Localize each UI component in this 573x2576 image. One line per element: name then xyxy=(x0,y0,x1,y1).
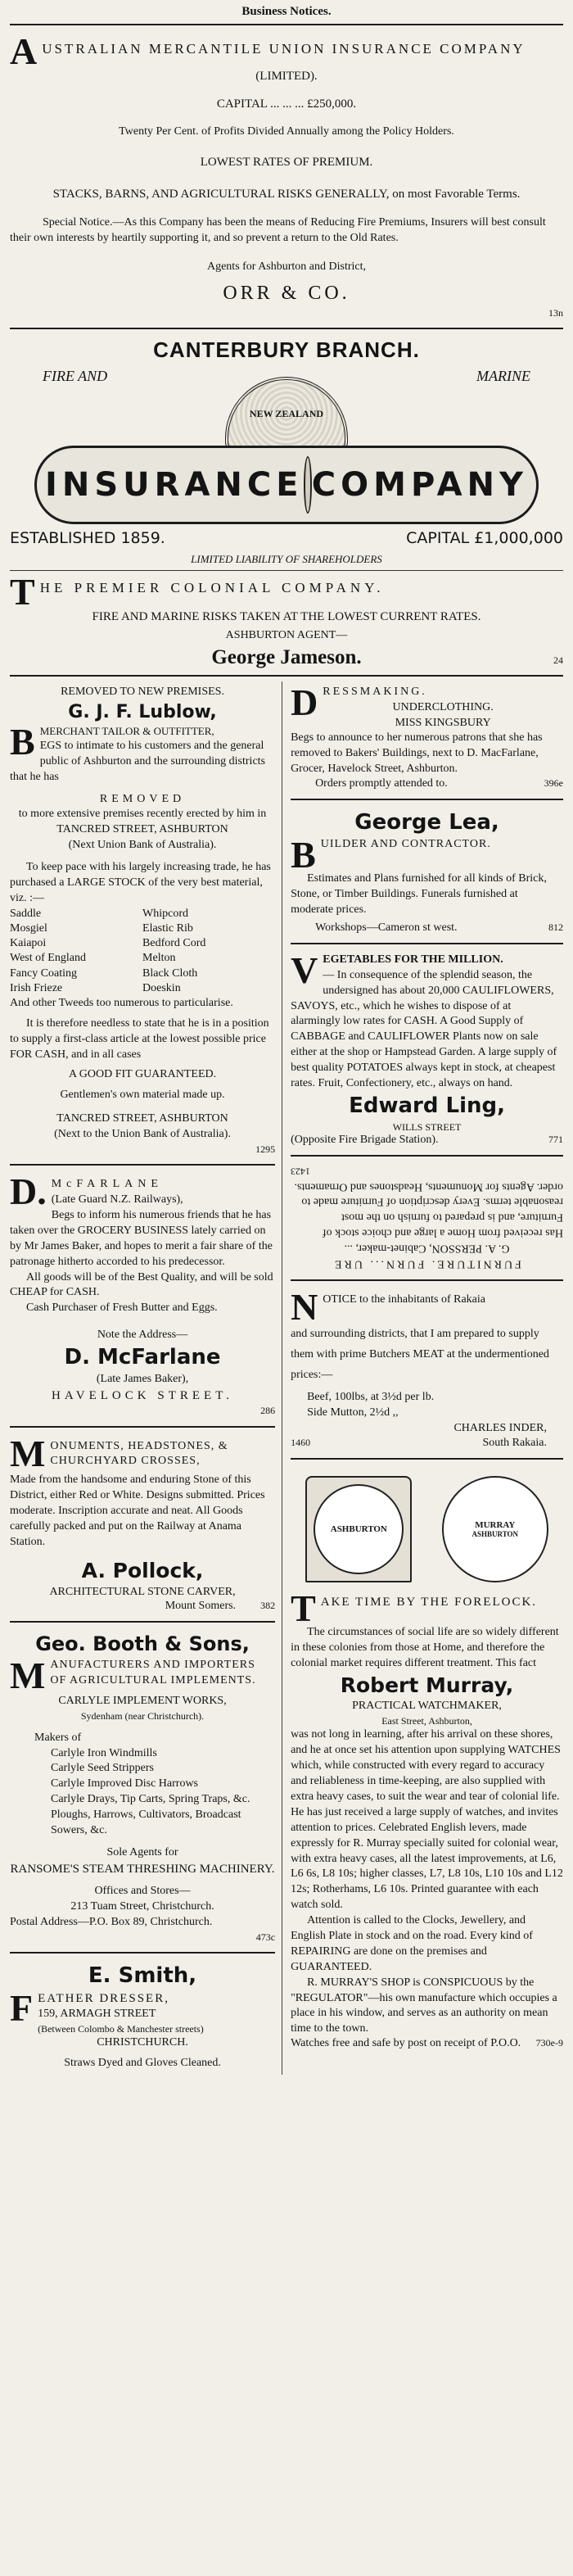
ling-opposite: (Opposite Fire Brigade Station). xyxy=(291,1134,439,1147)
ling-ref: 771 xyxy=(548,1134,563,1146)
inder-body: and surrounding districts, that I am prepared to supply them with prime Butchers MEAT at the undermentioned prices:— xyxy=(291,1327,549,1382)
pollock-body: Made from the handsome and enduring Stone of this District, either Red or White. Designs submitted. Prices moderate. Inscription accurate and neat. All Goods carefully packed and put on the Railway at Anama Station. xyxy=(10,1474,265,1548)
persson-ref: 1423 xyxy=(291,1166,311,1178)
clock-face-label: ASHBURTON xyxy=(330,1523,387,1534)
divider xyxy=(291,799,563,800)
murray-body4: R. MURRAY'S SHOP is CONSPICUOUS by the "REGULATOR"—his own manufacture which occupies a place in his window, and serves as an authority on mean time to the town. xyxy=(291,1976,557,2035)
fire-label: FIRE AND xyxy=(43,368,108,385)
nz-risks: FIRE AND MARINE RISKS TAKEN AT THE LOWEST CURRENT RATES. xyxy=(92,609,481,623)
lublow-removed2: REMOVED xyxy=(99,792,186,805)
lublow-advert xyxy=(10,681,275,1159)
divider xyxy=(10,24,563,25)
inder-title: OTICE to the inhabitants of Rakaia xyxy=(323,1293,485,1306)
inder-ref: 1460 xyxy=(291,1436,311,1448)
stock-item: Black Cloth xyxy=(142,967,198,980)
pollock-trade: ARCHITECTURAL STONE CARVER, xyxy=(49,1585,236,1598)
kingsbury-ref: 396e xyxy=(544,777,563,790)
booth-dropcap: M xyxy=(10,1654,46,1696)
divider xyxy=(10,1952,275,1954)
kingsbury-sub: UNDERCLOTHING. xyxy=(392,700,494,713)
pollock-title: ONUMENTS, HEADSTONES, & CHURCHYARD CROSSES, xyxy=(50,1439,228,1468)
smith-name: E. Smith, xyxy=(88,1963,197,1988)
stock-list xyxy=(10,907,275,996)
smith-city: CHRISTCHURCH. xyxy=(97,2036,188,2049)
inder-advert xyxy=(291,1286,563,1453)
marine-label: MARINE xyxy=(476,368,530,385)
divider xyxy=(10,328,563,329)
booth-item: Carlyle Seed Strippers xyxy=(51,1762,154,1775)
lublow-other: And other Tweeds too numerous to particularise. xyxy=(10,996,233,1009)
booth-item: Carlyle Iron Windmills xyxy=(51,1746,157,1759)
stock-item: Elastic Rib xyxy=(142,921,193,935)
mcfarlane-street: HAVELOCK STREET. xyxy=(52,1389,233,1403)
lublow-name: G. J. F. Lublow, xyxy=(68,701,217,722)
mcfarlane-goods: All goods will be of the Best Quality, and will be sold CHEAP for CASH. xyxy=(10,1270,273,1299)
inder-place: South Rakaia. xyxy=(482,1436,547,1449)
murray-street: East Street, Ashburton, xyxy=(381,1715,472,1727)
lublow-keep: To keep pace with his largely increasing trade, he has purchased a LARGE STOCK of the very best material, viz. :— xyxy=(10,861,271,904)
stock-item: Kaiapoi xyxy=(10,937,47,950)
lublow-removed: REMOVED TO NEW PREMISES. xyxy=(61,685,224,698)
murray-dropcap: T xyxy=(291,1587,316,1629)
lublow-trade: MERCHANT TAILOR & OUTFITTER, xyxy=(39,725,214,738)
ling-dropcap: V xyxy=(291,948,318,991)
lublow-street: TANCRED STREET, ASHBURTON xyxy=(56,823,228,836)
amui-rates: LOWEST RATES OF PREMIUM. xyxy=(200,156,373,170)
mcfarlane-dropcap: D. xyxy=(10,1170,47,1213)
ling-advert xyxy=(291,949,563,1150)
emblem-icon xyxy=(304,456,312,514)
stock-item: Irish Frieze xyxy=(10,981,63,994)
ling-body: — In consequence of the splendid season, the undersigned has about 20,000 CAULIFLOWERS, SAVOYS, etc., which he wishes to dispose of at alarmingly low rates for CASH. A Good Supply of CABBAGE and CAULIFLOWER Plants now on sale either at the shop or Hampstead Garden. A large supply of best quality POTATOES always kept in stock, at cheapest rates. Fruit, Confectionery, etc., always on hand. xyxy=(291,968,557,1089)
seal-text: NEW ZEALAND xyxy=(249,407,324,419)
kingsbury-orders: Orders promptly attended to. xyxy=(315,777,448,790)
booth-item: Carlyle Improved Disc Harrows xyxy=(51,1777,199,1791)
mcfarlane-ref: 286 xyxy=(260,1405,276,1417)
stock-item: Mosgiel xyxy=(10,921,47,935)
stock-item: Whipcord xyxy=(142,907,189,920)
stock-item: Fancy Coating xyxy=(10,967,78,980)
smith-dropcap: F xyxy=(10,1987,34,2030)
persson-advert-inverted xyxy=(291,1161,563,1274)
murray-trade: PRACTICAL WATCHMAKER, xyxy=(352,1700,502,1713)
mcfarlane-cash: Cash Purchaser of Fresh Butter and Eggs. xyxy=(26,1302,218,1315)
amui-capital: CAPITAL ... ... ... £250,000. xyxy=(216,97,357,111)
murray-body3: Attention is called to the Clocks, Jewellery, and English Plate in stock and on the road. Every kind of REPAIRING are done on the premises and GUARANTEED. xyxy=(291,1914,533,1973)
lea-ref: 812 xyxy=(548,921,563,933)
pollock-dropcap: M xyxy=(10,1432,46,1474)
lublow-needless: It is therefore needless to state that he is in a position to supply a first-class article at the lowest possible price FOR CASH, and in all cases xyxy=(10,1016,269,1061)
amui-stacks: STACKS, BARNS, AND AGRICULTURAL RISKS GENERALLY, on most Favorable Terms. xyxy=(52,187,521,201)
booth-offices: Offices and Stores— xyxy=(94,1885,191,1898)
stock-item: Bedford Cord xyxy=(142,937,206,950)
amui-ref: 13n xyxy=(548,306,563,319)
stock-item: Melton xyxy=(142,952,176,965)
banner-insurance: INSURANCE xyxy=(45,466,304,505)
divider xyxy=(10,1426,275,1428)
nz-seal-logo xyxy=(225,377,348,450)
booth-works: CARLYLE IMPLEMENT WORKS, xyxy=(58,1694,227,1707)
pollock-advert xyxy=(10,1433,275,1617)
page-header: Business Notices. xyxy=(241,5,332,18)
nz-ref: 24 xyxy=(553,654,563,666)
lublow-next: (Next Union Bank of Australia). xyxy=(68,839,217,852)
murray-body1: The circumstances of social life are so widely different in these colonies from those at Home, and therefore the colonial market requires different treatment. This fact xyxy=(291,1625,559,1669)
booth-item: Ploughs, Harrows, Cultivators, Broadcast Sowers, &c. xyxy=(51,1809,241,1837)
booth-advert xyxy=(10,1628,275,1946)
left-column xyxy=(10,681,282,2075)
amui-subtitle: (LIMITED). xyxy=(255,70,318,83)
divider xyxy=(291,1279,563,1281)
clock-face-icon xyxy=(314,1484,404,1574)
persson-title: FURNITURE. FURN... URE xyxy=(332,1257,521,1270)
lublow-gents: Gentlemen's own material made up. xyxy=(60,1089,225,1102)
watch-sublabel: ASHBURTON xyxy=(471,1529,519,1538)
murray-name: Robert Murray, xyxy=(340,1673,514,1697)
mcfarlane-name: McFARLANE xyxy=(51,1178,163,1191)
divider xyxy=(10,1621,275,1623)
kingsbury-dropcap: D xyxy=(291,681,318,723)
kingsbury-name: MISS KINGSBURY xyxy=(395,716,491,729)
right-column xyxy=(291,681,563,2075)
watch-label: MURRAY xyxy=(475,1519,516,1530)
lublow-fit: A GOOD FIT GUARANTEED. xyxy=(68,1068,217,1081)
divider xyxy=(10,675,563,677)
booth-ref: 473c xyxy=(255,1931,276,1943)
divider xyxy=(291,1458,563,1460)
liability: LIMITED LIABILITY OF SHAREHOLDERS xyxy=(191,553,382,566)
lea-name: George Lea, xyxy=(354,810,499,835)
ling-title: EGETABLES FOR THE MILLION. xyxy=(323,953,503,966)
murray-advert xyxy=(291,1465,563,2053)
mcfarlane-late: (Late Guard N.Z. Railways), xyxy=(51,1193,183,1207)
booth-title: ANUFACTURERS AND IMPORTERS OF AGRICULTURAL IMPLEMENTS. xyxy=(50,1658,256,1686)
lea-body: Estimates and Plans furnished for all kinds of Brick, Stone, or Timber Buildings. Funerals furnished at moderate prices. xyxy=(291,872,547,916)
murray-headline: AKE TIME BY THE FORELOCK. xyxy=(320,1595,538,1609)
mcfarlane-big: D. McFarlane xyxy=(64,1345,221,1370)
booth-address: 213 Tuam Street, Christchurch. xyxy=(70,1899,214,1913)
pocket-watch-illustration xyxy=(442,1476,548,1582)
amui-dropcap: A xyxy=(10,30,38,72)
kingsbury-advert xyxy=(291,681,563,794)
smith-between: (Between Colombo & Manchester streets) xyxy=(38,2023,204,2035)
lublow-to: to more extensive premises recently erected by him in xyxy=(18,808,267,821)
smith-address: 159, ARMAGH STREET xyxy=(38,2008,156,2021)
inder-name: CHARLES INDER, xyxy=(453,1422,547,1435)
mantel-clock-illustration xyxy=(305,1476,412,1582)
nz-capital: CAPITAL £1,000,000 xyxy=(406,529,563,548)
insurance-company-banner xyxy=(34,446,539,524)
ling-name: Edward Ling, xyxy=(349,1093,505,1118)
nz-insurance-advert xyxy=(10,334,563,670)
booth-sole: Sole Agents for xyxy=(106,1845,178,1858)
booth-name: Geo. Booth & Sons, xyxy=(35,1632,250,1656)
stock-item: West of England xyxy=(10,952,86,965)
kingsbury-body: Begs to announce to her numerous patrons that she has removed to Bakers' Buildings, next to D. MacFarlane, Grocer, Havelock Street, Ashburton. xyxy=(291,731,543,776)
inder-mutton: Side Mutton, 2½d ,, xyxy=(307,1406,399,1419)
mcfarlane-body: Begs to inform his numerous friends that he has taken over the GROCERY BUSINESS lately carried on by Mr James Baker, and hopes to merit a fair share of the patronage hitherto accorded to his predecessor. xyxy=(10,1209,273,1268)
pollock-ref: 382 xyxy=(260,1600,276,1612)
persson-name: G. A. PERSSON, Cabinet-maker, ... xyxy=(344,1242,510,1255)
mcfarlane-late2: (Late James Baker), xyxy=(96,1373,189,1386)
murray-body2: was not long in learning, after his arrival on these shores, and he at once set his attention upon supplying WATCHES which, while constructed with every regard to accuracy and reliableness in time-keeping, are also supplied with extra heavy cases, to suit the wear and tear of colonial life. He has just received a large supply of watches, and invites attention to prices. Celebrated English levers, made expressly for R. Murray specially suited for colonial wear, with extra heavy cases, all the latest improvements, at L6, L6 6s, L8 10s; higher classes, L7, L8 10s, L10 10s and L12 12s; Rotherhams, L6 10s. Printed guarantee with each watch sold. xyxy=(291,1728,563,1912)
booth-ransome: RANSOME'S STEAM THRESHING MACHINERY. xyxy=(10,1862,275,1876)
pollock-name: A. Pollock, xyxy=(81,1558,204,1582)
stock-item: Saddle xyxy=(10,907,42,920)
stock-item: Doeskin xyxy=(142,981,181,994)
murray-body5: Watches free and safe by post on receipt of P.O.O. xyxy=(291,2037,521,2050)
lea-dropcap: B xyxy=(291,834,316,876)
lublow-next2: (Next to the Union Bank of Australia). xyxy=(54,1128,231,1141)
divider xyxy=(10,1164,275,1166)
lea-trade: UILDER AND CONTRACTOR. xyxy=(320,838,491,851)
established: ESTABLISHED 1859. xyxy=(10,529,165,548)
pollock-place: Mount Somers. xyxy=(165,1600,237,1613)
inder-beef: Beef, 100lbs, at 3½d per lb. xyxy=(307,1391,435,1404)
lea-workshops: Workshops—Cameron st west. xyxy=(315,921,458,934)
amui-title: USTRALIAN MERCANTILE UNION INSURANCE COMPANY xyxy=(42,41,526,57)
premier-dropcap: T xyxy=(10,570,35,613)
inder-dropcap: N xyxy=(291,1285,318,1328)
amui-profits: Twenty Per Cent. of Profits Divided Annually among the Policy Holders. xyxy=(119,124,454,138)
nz-agent: George Jameson. xyxy=(211,645,362,668)
lublow-ref: 1295 xyxy=(255,1143,276,1156)
persson-body: Has received from Home a large and choice stock of Furniture, and is prepared to furnish on the most reasonable terms. Every description of Furniture made to order. Agents for Monuments, Headstones and Ornaments. xyxy=(294,1180,563,1239)
lea-advert xyxy=(291,805,563,938)
divider xyxy=(291,943,563,944)
amui-agents: Agents for Ashburton and District, xyxy=(206,260,367,273)
lublow-dropcap: B xyxy=(10,721,35,763)
divider xyxy=(291,1155,563,1157)
smith-straws: Straws Dyed and Gloves Cleaned. xyxy=(64,2057,221,2070)
booth-makers: Makers of xyxy=(34,1731,82,1744)
divider xyxy=(10,570,563,571)
ling-street: WILLS STREET xyxy=(392,1120,462,1133)
amui-agent-name: ORR & CO. xyxy=(223,282,350,304)
kingsbury-title: RESSMAKING. xyxy=(323,685,427,698)
booth-works-loc: Sydenham (near Christchurch). xyxy=(80,1709,205,1722)
amui-notice: Special Notice.—As this Company has been the means of Reducing Fire Premiums, Insurers will best consult their own interests by heartily supporting it, and so prevent a return to the Old Rates. xyxy=(10,215,546,244)
mcfarlane-advert xyxy=(10,1170,275,1420)
premier: HE PREMIER COLONIAL COMPANY. xyxy=(39,579,385,595)
lublow-street2: TANCRED STREET, ASHBURTON xyxy=(56,1112,228,1125)
smith-advert xyxy=(10,1958,275,2075)
mcfarlane-note: Note the Address— xyxy=(97,1329,188,1342)
booth-item: Carlyle Drays, Tip Carts, Spring Traps, &c. xyxy=(51,1793,250,1806)
banner-company: COMPANY xyxy=(311,466,528,505)
amui-advert xyxy=(10,30,563,323)
smith-trade: EATHER DRESSER, xyxy=(38,1992,169,2006)
two-column-section xyxy=(10,681,563,2075)
nz-agent-label: ASHBURTON AGENT— xyxy=(225,628,348,641)
canterbury-title: CANTERBURY BRANCH. xyxy=(153,337,420,363)
murray-ref: 730e-9 xyxy=(535,2037,563,2049)
lublow-body: EGS to intimate to his customers and the general public of Ashburton and the surrounding districts that he has xyxy=(10,739,265,783)
booth-postal: Postal Address—P.O. Box 89, Christchurch. xyxy=(10,1915,213,1928)
